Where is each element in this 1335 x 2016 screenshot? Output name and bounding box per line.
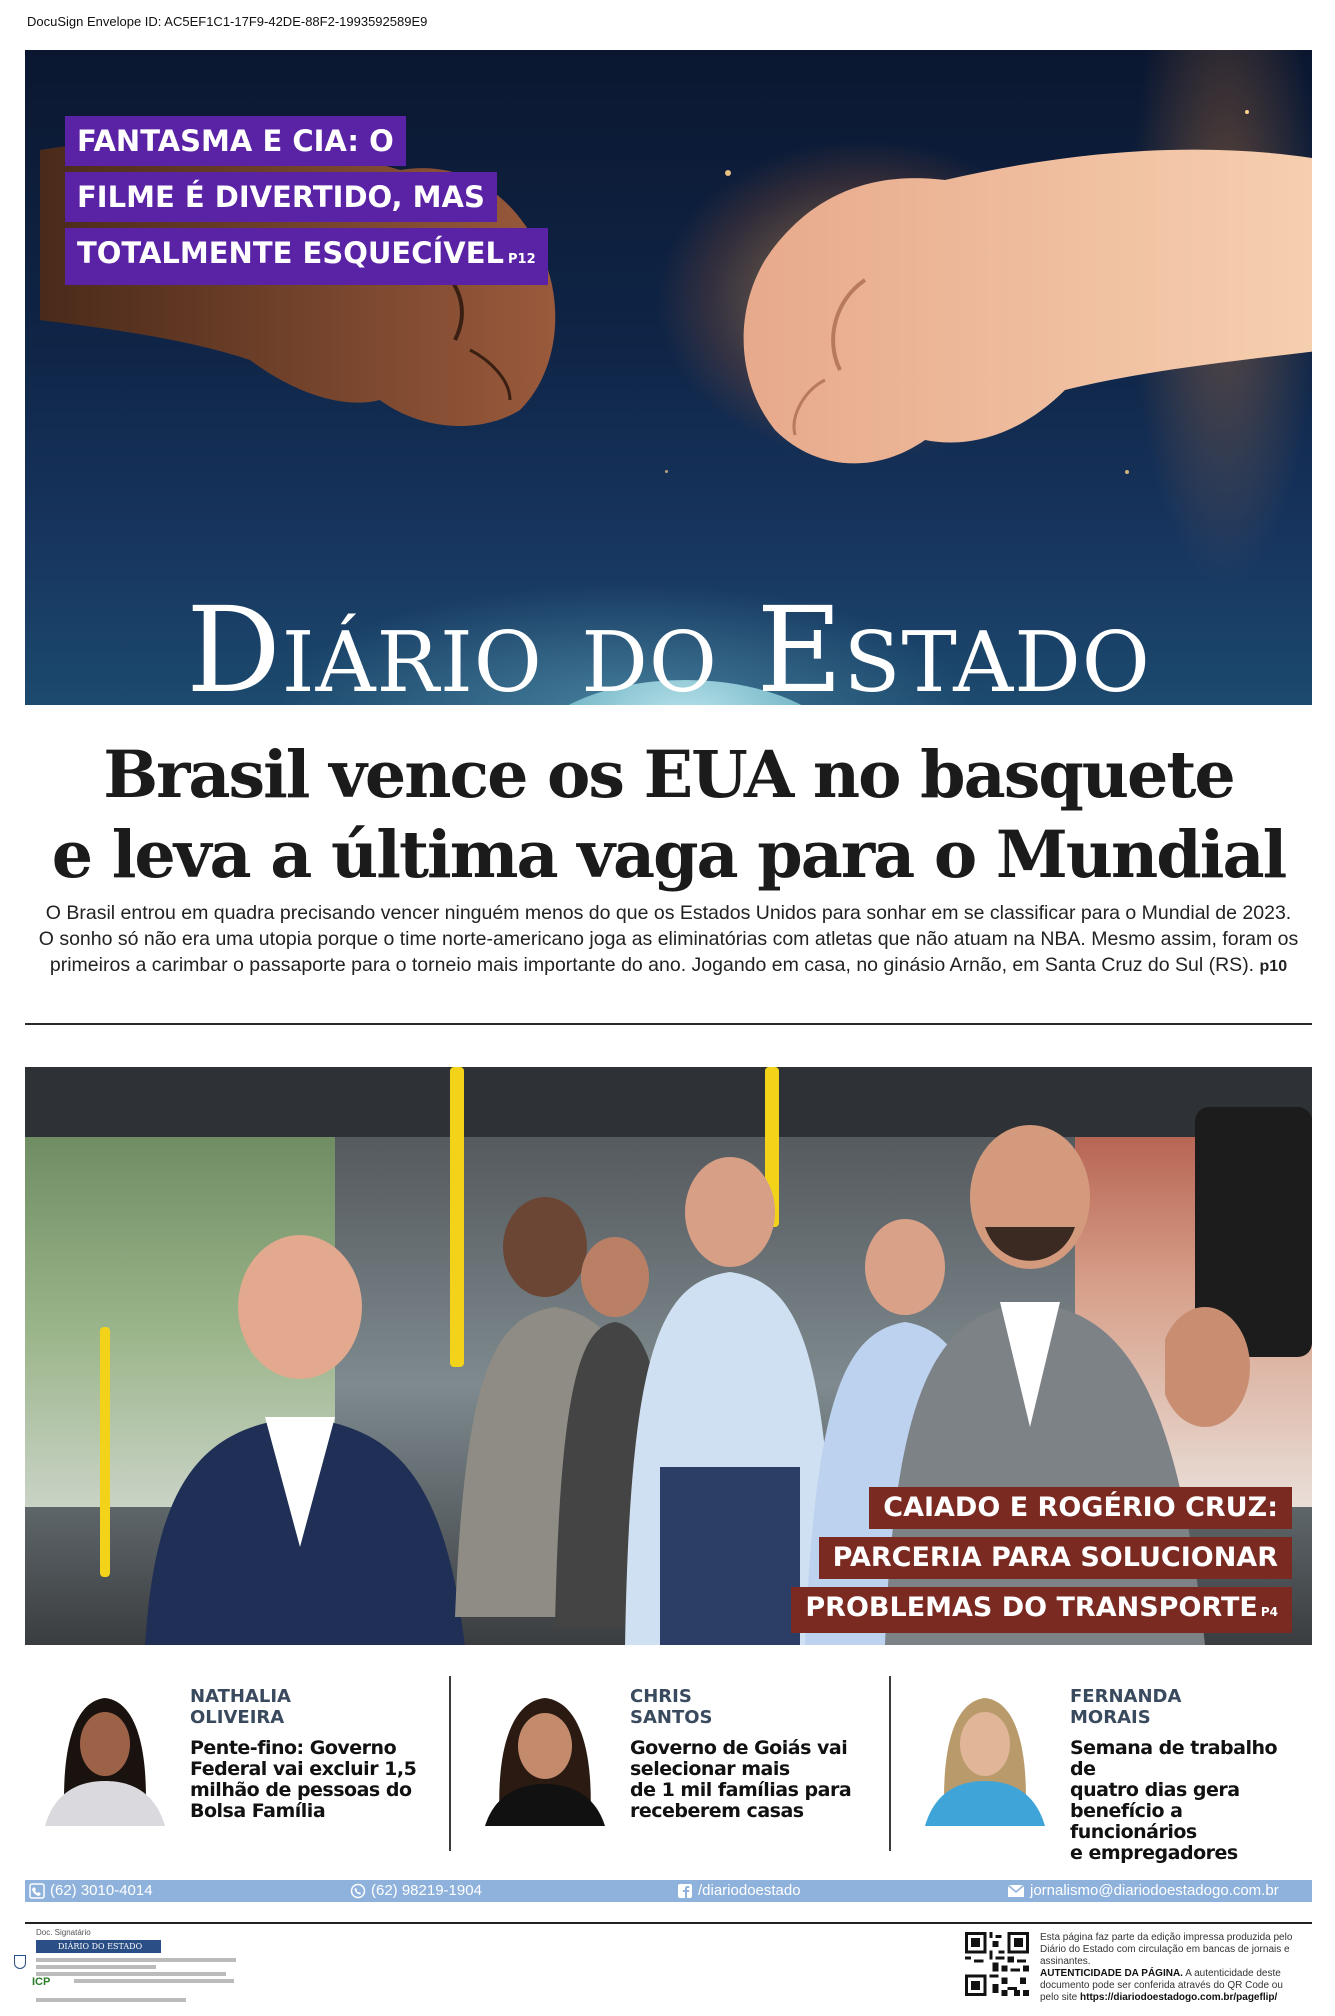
icp-brasil-logo: ICP (32, 1976, 51, 1988)
columnist-fernanda[interactable] (905, 1676, 1312, 1864)
whatsapp-icon (350, 1883, 366, 1899)
facebook-icon (677, 1883, 693, 1899)
column-divider (449, 1676, 451, 1851)
page-authenticity-note: Esta página faz parte da edição impressa produzida pelo Diário do Estado com circulação em bancas de jornais e assinantes. AUTENTICIDADE DA PÁGINA. A autenticidade deste documento pode ser conferida através do QR Code ou pelo site https://diariodoestadogo.com.br/pageflip/ (1040, 1932, 1293, 2003)
columnist-name: CHRIS SANTOS (630, 1686, 713, 1728)
column-teaser: Pente-fino: Governo Federal vai excluir 1,5 milhão de pessoas do Bolsa Família (190, 1737, 417, 1822)
man-dark-suit (135, 1217, 495, 1645)
photo-caption[interactable] (791, 1487, 1292, 1641)
teaser-line-3: TOTALMENTE ESQUECÍVEL P12 (65, 228, 548, 285)
column-divider (889, 1676, 891, 1851)
columnist-chris[interactable] (465, 1676, 885, 1851)
email-contact[interactable]: jornalismo@diariodoestadogo.com.br (1007, 1880, 1279, 1902)
teaser-page-ref: P12 (508, 252, 536, 267)
section-divider (25, 1023, 1312, 1025)
columnist-nathalia[interactable] (25, 1676, 445, 1851)
shield-icon (14, 1955, 26, 1969)
phone-in-hand (1165, 1107, 1312, 1437)
newspaper-masthead: Diário do Estado (186, 581, 1151, 705)
lead-page-ref: p10 (1259, 958, 1288, 975)
mail-icon (1007, 1884, 1025, 1898)
teaser-line-1: FANTASMA E CIA: O (65, 116, 406, 166)
hero-teaser[interactable] (65, 116, 548, 291)
column-teaser: Semana de trabalho de quatro dias gera benefício a funcionários e empregadores (1070, 1737, 1278, 1864)
docusign-envelope-id: DocuSign Envelope ID: AC5EF1C1-17F9-42DE-88F2-1993592589E9 (27, 14, 428, 29)
contact-bar (25, 1880, 1312, 1902)
facebook-contact[interactable]: /diariodoestado (677, 1880, 801, 1902)
lead-summary: O Brasil entrou em quadra precisando vencer ninguém menos do que os Estados Unidos para sonhar em se classificar para o Mundial de 2023. O sonho só não era uma utopia porque o time norte-americano joga as eliminatórias com atletas que não atuam na NBA. Mesmo assim, foram os primeiros a carimbar o passaporte para o torneio mais importante do ano. Jogando em casa, no ginásio Arnão, em Santa Cruz do Sul (RS). p10 (38, 902, 1299, 976)
phone-icon (29, 1883, 45, 1899)
caption-line-1: CAIADO E ROGÉRIO CRUZ: (869, 1487, 1292, 1529)
light-fist-image (645, 130, 1312, 490)
avatar (35, 1686, 175, 1826)
caption-line-3: PROBLEMAS DO TRANSPORTE P4 (791, 1587, 1292, 1633)
signature-logo: DIÁRIO DO ESTADO (36, 1940, 161, 1953)
footer-divider (25, 1922, 1312, 1924)
phone-contact[interactable]: (62) 3010-4014 (29, 1880, 153, 1902)
avatar (475, 1686, 615, 1826)
columnist-name: FERNANDA MORAIS (1070, 1686, 1182, 1728)
lead-headline[interactable]: Brasil vence os EUA no basquete e leva a última vaga para o Mundial (51, 737, 1286, 893)
teaser-line-2: FILME É DIVERTIDO, MAS (65, 172, 497, 222)
hero-banner (25, 50, 1312, 705)
caption-line-2: PARCERIA PARA SOLUCIONAR (819, 1537, 1292, 1579)
columnist-name: NATHALIA OLIVEIRA (190, 1686, 291, 1728)
bus-group-photo (25, 1067, 1312, 1645)
digital-signature-block: Doc. Signatário DIÁRIO DO ESTADO ICP (14, 1928, 254, 2008)
column-teaser: Governo de Goiás vai selecionar mais de 1 mil famílias para receberem casas (630, 1737, 852, 1822)
qr-code-icon[interactable] (965, 1932, 1029, 1996)
caption-page-ref: P4 (1260, 1605, 1278, 1619)
avatar (915, 1686, 1055, 1826)
columnists-section (25, 1676, 1312, 1864)
whatsapp-contact[interactable]: (62) 98219-1904 (350, 1880, 482, 1902)
pageflip-link[interactable]: https://diariodoestadogo.com.br/pageflip/ (1080, 1992, 1278, 2003)
